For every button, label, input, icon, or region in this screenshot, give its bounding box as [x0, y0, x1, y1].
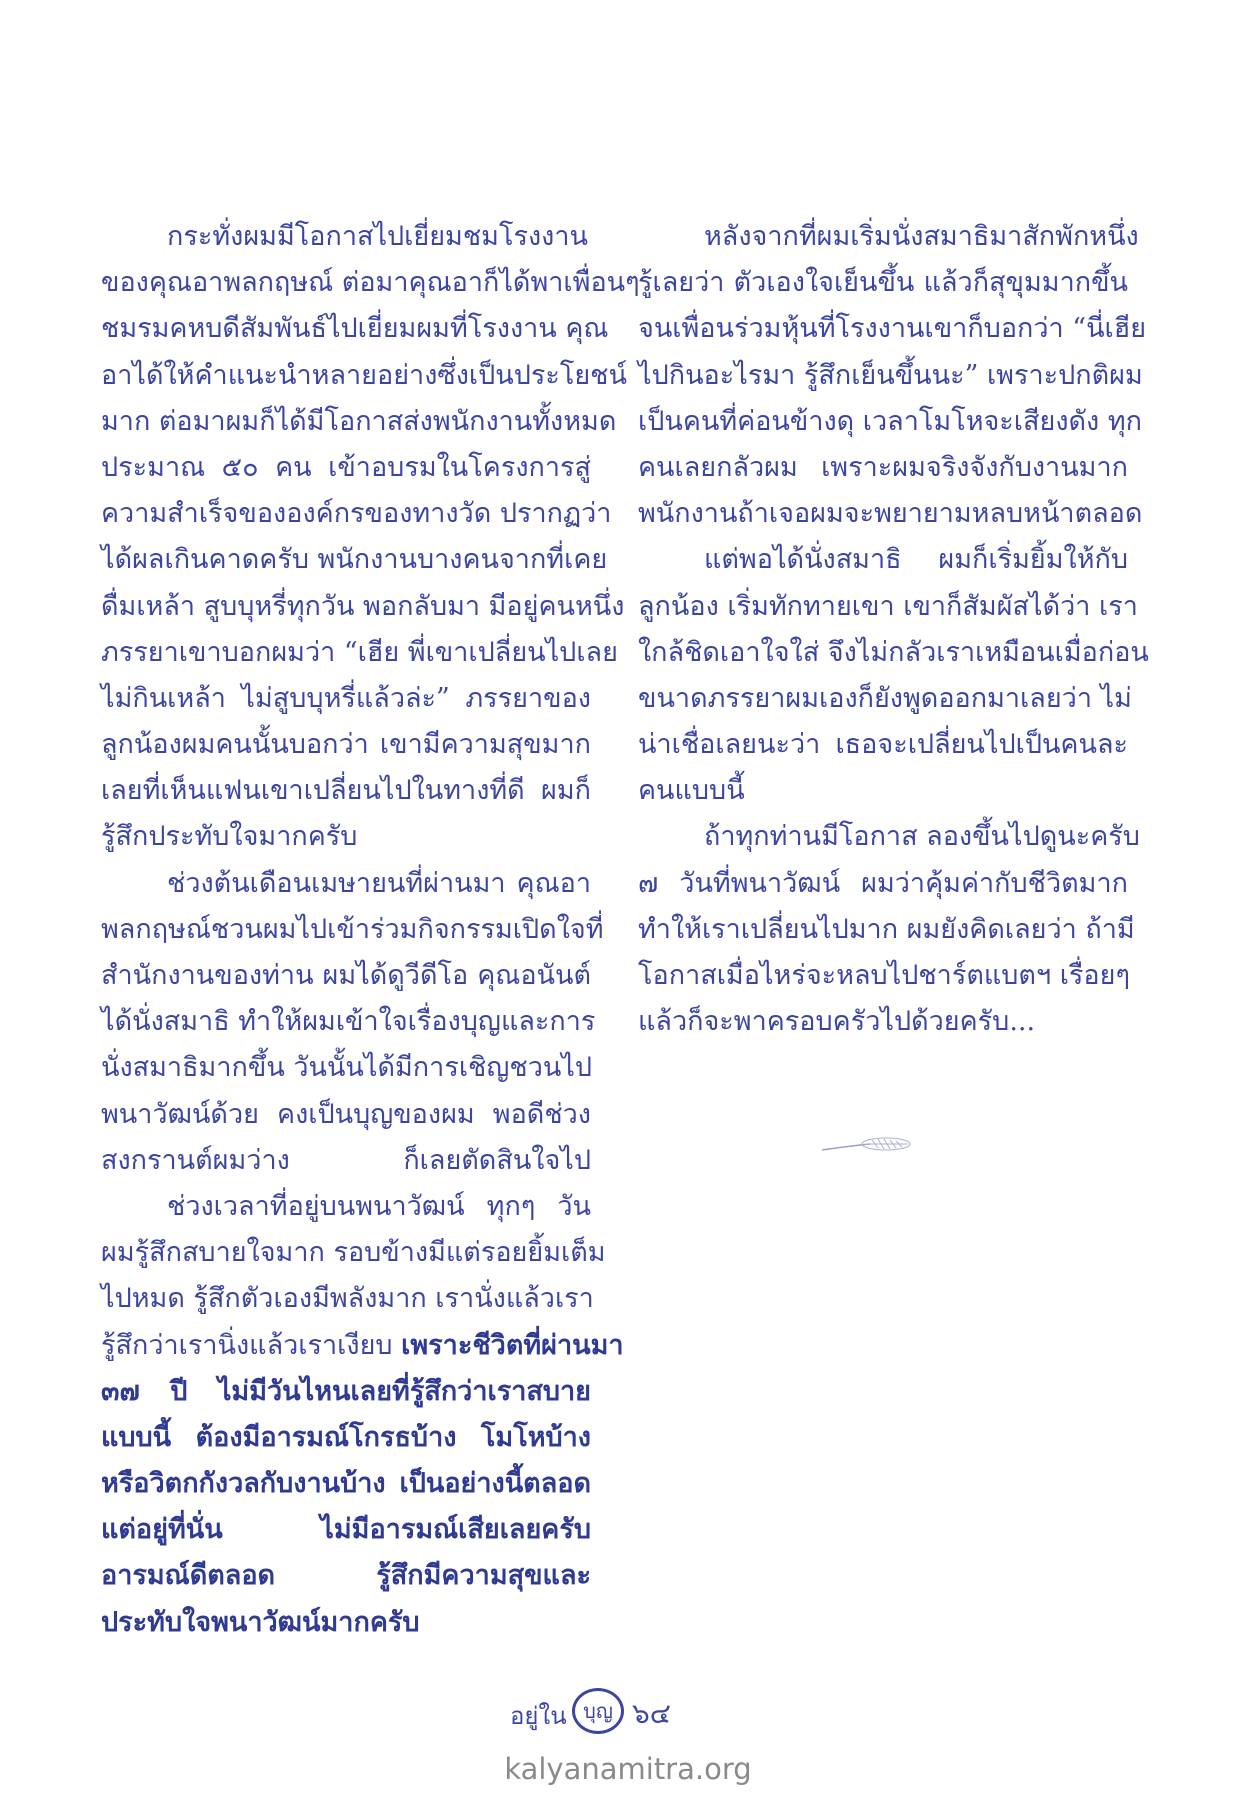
- feather-ornament-icon: [820, 1134, 912, 1156]
- text-line: น่าเชื่อเลยนะว่า เธอจะเปลี่ยนไปเป็นคนละ: [638, 729, 1128, 761]
- text-line: ช่วงต้นเดือนเมษายนที่ผ่านมา คุณอา: [167, 867, 591, 899]
- text-line-bold: อารมณ์ดีตลอด รู้สึกมีความสุขและ: [101, 1560, 591, 1592]
- text-line: ขนาดภรรยาผมเองก็ยังพูดออกมาเลยว่า ไม่: [638, 682, 1132, 714]
- text-line: พนักงานถ้าเจอผมจะพยายามหลบหน้าตลอด: [638, 498, 1143, 530]
- text-line: พนาวัฒน์ด้วย คงเป็นบุญของผม พอดีช่วง: [101, 1098, 591, 1130]
- text-line: ไปกินอะไรมา รู้สึกเย็นขึ้นนะ” เพราะปกติผม: [638, 359, 1143, 391]
- footer-logo-circle: บุญ: [572, 1688, 624, 1734]
- text-line: คนแบบนี้: [638, 775, 745, 807]
- watermark: kalyanamitra.org: [504, 1752, 752, 1786]
- paragraph-right-2: [638, 537, 1149, 814]
- left-column: [101, 214, 640, 1646]
- text-line: เลยที่เห็นแฟนเขาเปลี่ยนไปในทางที่ดี ผมก็: [101, 775, 591, 807]
- text-line: มาก ต่อมาผมก็ได้มีโอกาสส่งพนักงานทั้งหมด: [101, 405, 617, 437]
- text-line: แต่พอได้นั่งสมาธิ ผมก็เริ่มยิ้มให้กับ: [704, 544, 1128, 576]
- text-line: พลกฤษณ์ชวนผมไปเข้าร่วมกิจกรรมเปิดใจที่: [101, 913, 604, 945]
- text-line: ใกล้ชิดเอาใจใส่ จึงไม่กลัวเราเหมือนเมื่อก่อน: [638, 636, 1149, 668]
- text-line: ของคุณอาพลกฤษณ์ ต่อมาคุณอาก็ได้พาเพื่อนๆ: [101, 267, 640, 299]
- text-line-bold: ๓๗ ปี ไม่มีวันไหนเลยที่รู้สึกว่าเราสบาย: [101, 1375, 591, 1407]
- text-line-bold: แต่อยู่ที่นั่น ไม่มีอารมณ์เสียเลยครับ: [101, 1514, 591, 1546]
- text-line: ลูกน้องผมคนนั้นบอกว่า เขามีความสุขมาก: [101, 729, 591, 761]
- text-line: รู้เลยว่า ตัวเองใจเย็นขึ้น แล้วก็สุขุมมากขึ้น: [638, 267, 1128, 299]
- footer-logo: [510, 1688, 640, 1734]
- text-line: สงกรานต์ผมว่าง ก็เลยตัดสินใจไป: [101, 1144, 591, 1176]
- paragraph-right-1: [638, 214, 1147, 537]
- right-column: [638, 214, 1149, 1045]
- text-line: ภรรยาเขาบอกผมว่า “เฮีย พี่เขาเปลี่ยนไปเลย: [101, 636, 618, 668]
- text-line: ถ้าทุกท่านมีโอกาส ลองขึ้นไปดูนะครับ: [704, 821, 1140, 853]
- text-line: ทำให้เราเปลี่ยนไปมาก ผมยังคิดเลยว่า ถ้ามี: [638, 913, 1135, 945]
- text-line: ได้นั่งสมาธิ ทำให้ผมเข้าใจเรื่องบุญและการ: [101, 1006, 596, 1038]
- text-line: ดื่มเหล้า สูบบุหรี่ทุกวัน พอกลับมา มีอยู่คนหนึ่ง: [101, 590, 625, 622]
- text-line-bold: ประทับใจพนาวัฒน์มากครับ: [101, 1606, 420, 1638]
- text-line: รู้สึกประทับใจมากครับ: [101, 821, 358, 853]
- text-line: ๗ วันที่พนาวัฒน์ ผมว่าคุ้มค่ากับชีวิตมาก: [638, 867, 1128, 899]
- text-line: ผมรู้สึกสบายใจมาก รอบข้างมีแต่รอยยิ้มเต็ม: [101, 1237, 606, 1269]
- text-line: ช่วงเวลาที่อยู่บนพนาวัฒน์ ทุกๆ วัน: [167, 1190, 591, 1222]
- paragraph-right-3: [638, 814, 1140, 1045]
- text-line: ไปหมด รู้สึกตัวเองมีพลังมาก เรานั่งแล้วเรา: [101, 1283, 594, 1315]
- paragraph-left-2: [101, 861, 604, 1184]
- text-line: ชมรมคหบดีสัมพันธ์ไปเยี่ยมผมที่โรงงาน คุณ: [101, 313, 609, 345]
- text-line: กระทั่งผมมีโอกาสไปเยี่ยมชมโรงงาน: [167, 221, 588, 252]
- text-line: โอกาสเมื่อไหร่จะหลบไปชาร์ตแบตฯ เรื่อยๆ: [638, 960, 1130, 991]
- text-line: จนเพื่อนร่วมหุ้นที่โรงงานเขาก็บอกว่า “นี่เฮีย: [638, 313, 1147, 345]
- paragraph-left-1: [101, 214, 640, 861]
- text-line: ประมาณ ๕๐ คน เข้าอบรมในโครงการสู่: [101, 451, 591, 483]
- text-line-mixed: [101, 1323, 624, 1369]
- text-line: ไม่กินเหล้า ไม่สูบบุหรี่แล้วล่ะ” ภรรยาของ: [101, 682, 591, 714]
- text-line: คนเลยกลัวผม เพราะผมจริงจังกับงานมาก: [638, 451, 1128, 483]
- text-bold: เพราะชีวิตที่ผ่านมา: [401, 1329, 624, 1361]
- text-line: ลูกน้อง เริ่มทักทายเขา เขาก็สัมผัสได้ว่า เรา: [638, 590, 1138, 622]
- text-line: สำนักงานของท่าน ผมได้ดูวีดีโอ คุณอนันต์: [101, 960, 591, 991]
- text-line: ได้ผลเกินคาดครับ พนักงานบางคนจากที่เคย: [101, 544, 608, 576]
- page-number: ๖๔: [632, 1697, 671, 1730]
- text-line: เป็นคนที่ค่อนข้างดุ เวลาโมโหจะเสียงดัง ทุก: [638, 405, 1142, 437]
- text-line: หลังจากที่ผมเริ่มนั่งสมาธิมาสักพักหนึ่ง: [704, 221, 1139, 252]
- paragraph-left-3: [101, 1184, 624, 1646]
- text-line: ความสำเร็จขององค์กรของทางวัด ปรากฏว่า: [101, 498, 612, 530]
- text-line-bold: หรือวิตกกังวลกับงานบ้าง เป็นอย่างนี้ตลอด: [101, 1468, 591, 1500]
- text-line-bold: แบบนี้ ต้องมีอารมณ์โกรธบ้าง โมโหบ้าง: [101, 1421, 591, 1453]
- text-line: อาได้ให้คำแนะนำหลายอย่างซึ่งเป็นประโยชน์: [101, 359, 627, 391]
- text-regular: รู้สึกว่าเรานิ่งแล้วเราเงียบ: [101, 1329, 402, 1361]
- text-line: นั่งสมาธิมากขึ้น วันนั้นได้มีการเชิญชวนไป: [101, 1052, 593, 1084]
- text-line: แล้วก็จะพาครอบครัวไปด้วยครับ...: [638, 1006, 1036, 1038]
- footer-logo-prefix: อยู่ใน: [510, 1702, 567, 1730]
